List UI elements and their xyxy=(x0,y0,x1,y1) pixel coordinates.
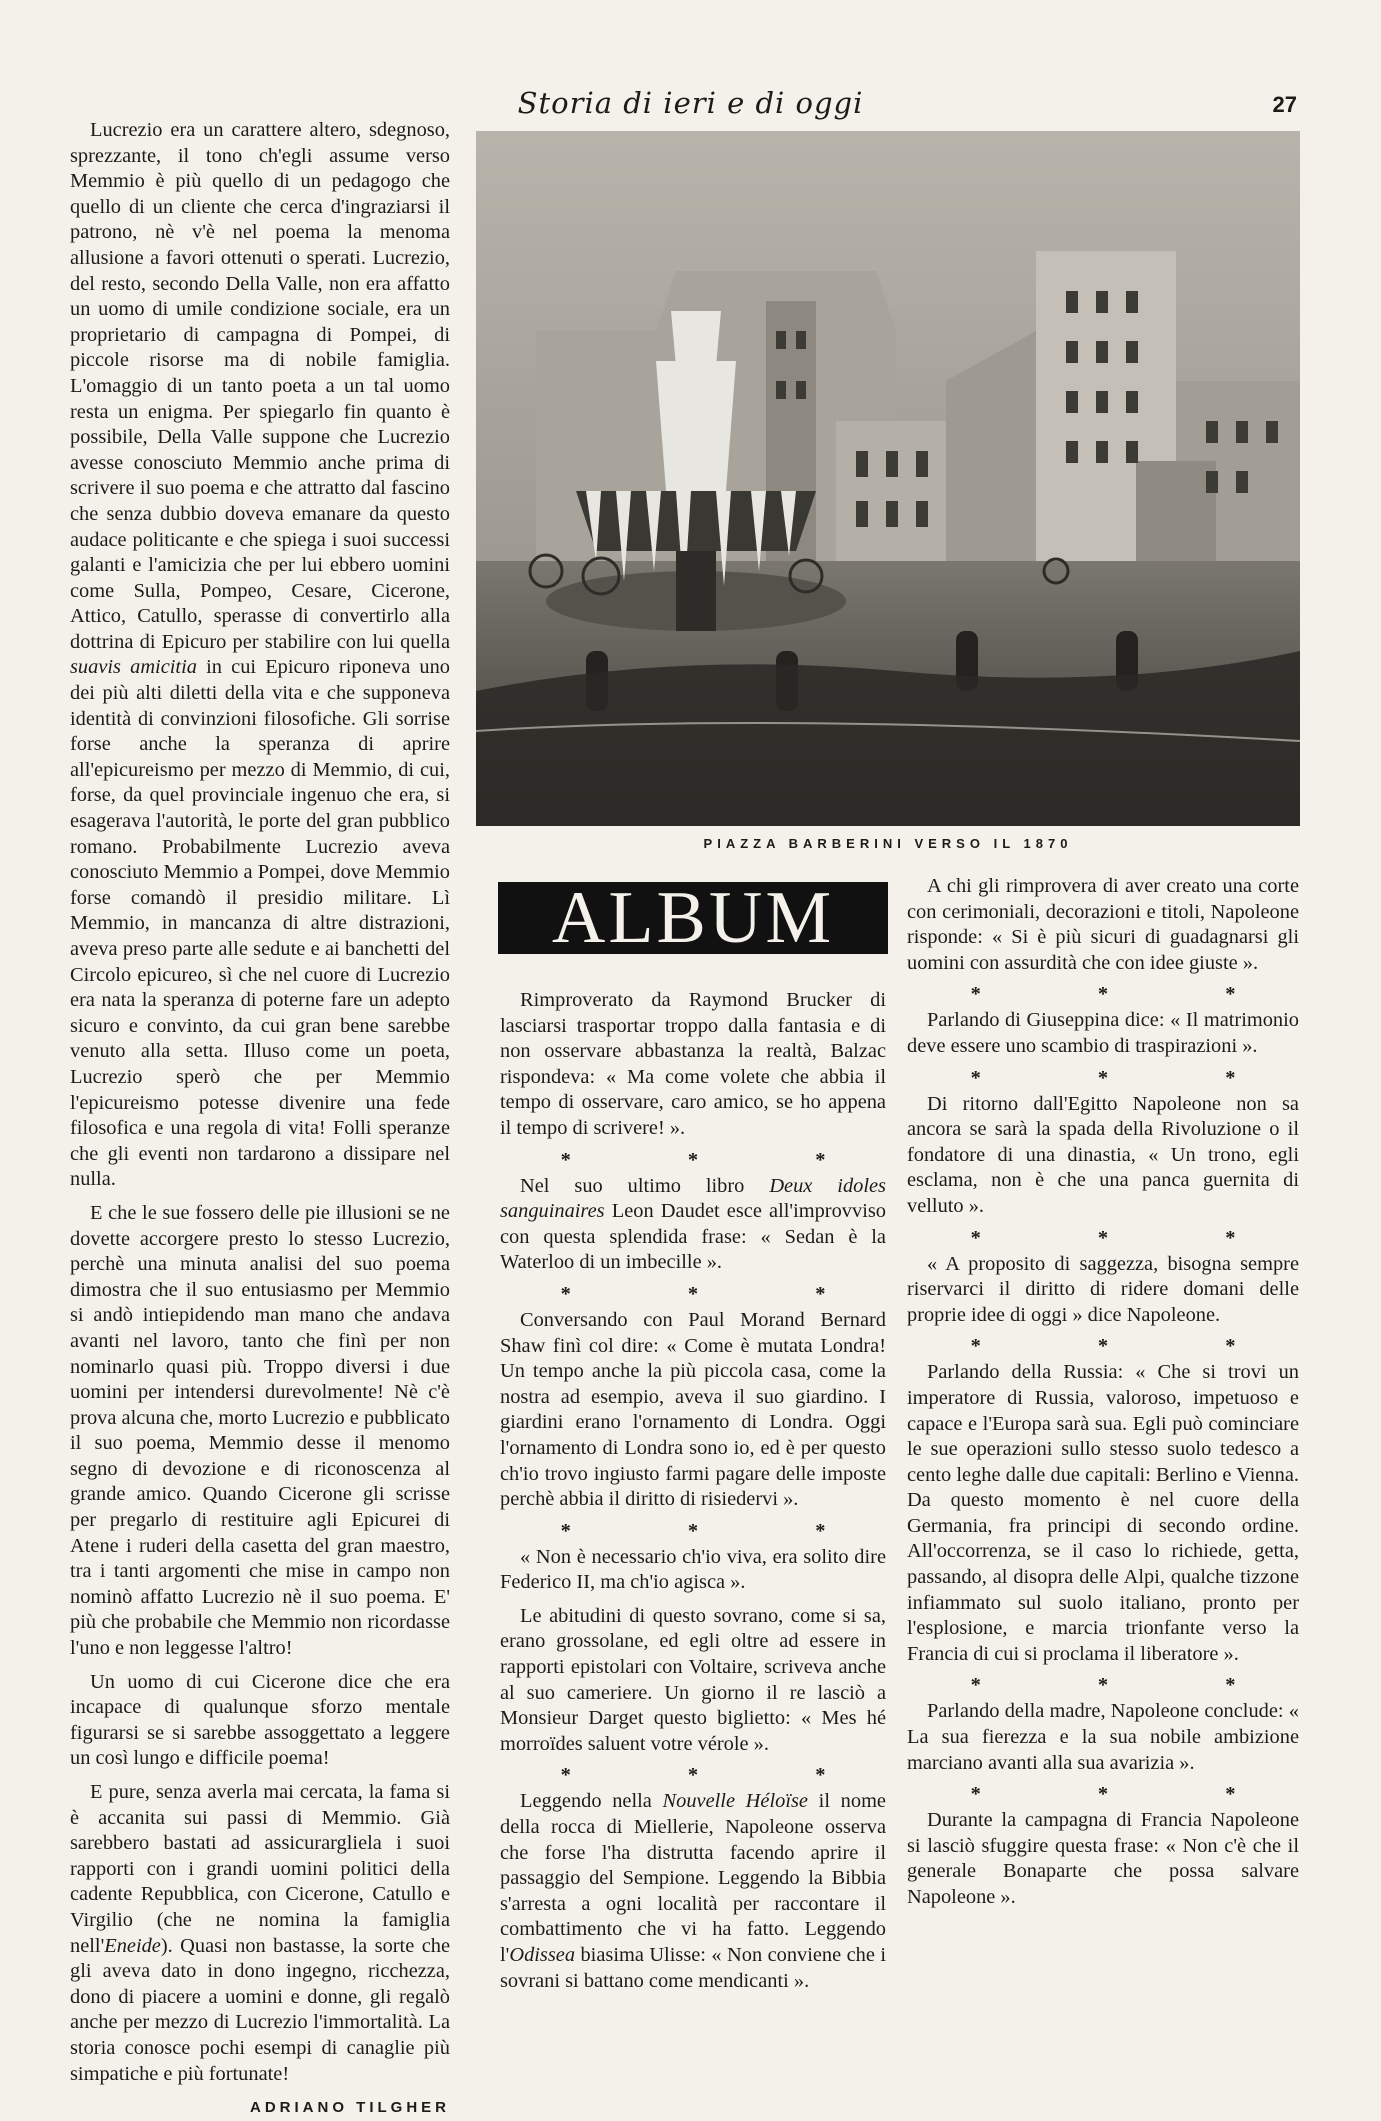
paragraph: E pure, senza averla mai cercata, la fama si è accanita sui passi di Memmio. Già sarebbero bastati ad assicurargliela i suoi rapporti con i grandi uomini politici della cadente Repubblica, con Cicerone, Catullo e Virgilio (che ne nomina la famiglia nell'Eneide). Quasi non bastasse, la sorte che gli aveva dato in dono ingegno, ricchezza, dono di piacere a uomini e donne, gli regalò anche per mezzo di Lucrezio l'immortalità. La storia conosce pochi esempi di canaglie più simpatiche e più fortunate! xyxy=(70,1781,450,2085)
author-signature: ADRIANO TILGHER xyxy=(250,2099,450,2117)
section-separator: * * * xyxy=(970,1066,1292,1089)
section-separator: * * * xyxy=(560,1519,882,1542)
page-header-title: Storia di ieri e di oggi xyxy=(517,86,864,120)
paragraph: Lucrezio era un carattere altero, sdegnoso, sprezzante, il tono ch'egli assume verso Memmio è più quello di un pedagogo che quello di un cliente che cerca d'ingraziarsi il patrono, nè v'è nel poema la menoma allusione a favori ottenuti o sperati. Lucrezio, del resto, secondo Della Valle, non era affatto un uomo di umile condizione sociale, era un proprietario di campagna di Pompei, di piccole risorse ma di nobile famiglia. L'omaggio di un tanto poeta a un tal uomo resta un enigma. Per spiegarlo fin quanto è possibile, Della Valle suppone che Lucrezio avesse conosciuto Memmio anche prima di scrivere il suo poema e che attratto dal fascino che senza dubbio doveva emanare da questo audace politicante e che spiega i suoi successi galanti e l'amicizia che per lui ebbero uomini come Sulla, Pompeo, Cesare, Cicerone, Attico, Catullo, sperasse di convertirlo alla dottrina di Epicuro per stabilire con lui quella suavis amicitia in cui Epicuro riponeva uno dei più alti diletti della vita e che supponeva identità di convinzioni filosofiche. Gli sorrise forse anche la speranza di aprire all'epicureismo per mezzo di Memmio, di cui, forse, da quel provinciale ingenuo che era, si esagerava l'autorità, le porte del gran pubblico romano. Probabilmente Lucrezio aveva conosciuto Memmio a Pompei, dove Memmio forse comandò il presidio militare. Lì Memmio, in mancanza di altre distrazioni, aveva preso parte alle sedute e ai banchetti del Circolo epicureo, sì che nel cuore di Lucrezio era nata la speranza di poterne fare un adepto sicuro e convinto, da cui gran bene sarebbe venuto alla setta. Illuso come un poeta, Lucrezio sperò che per Memmio l'epicureismo potesse divenire una fede filosofica e una regola di vita! Folli speranze che gli eventi non tardarono a dissipare nel nulla. xyxy=(70,119,450,1191)
paragraph: « A proposito di saggezza, bisogna sempre riservarci il diritto di ridere domani delle proprie idee di oggi » dice Napoleone. xyxy=(907,1252,1299,1326)
paragraph: A chi gli rimprovera di aver creato una corte con cerimoniali, decorazioni e titoli, Napoleone risponde: « Si è più sicuri di guadagnarsi gli uomini con assurdità che con idee giuste ». xyxy=(907,875,1299,974)
article-left-column xyxy=(70,118,450,2121)
section-separator: * * * xyxy=(560,1764,882,1787)
paragraph: « Non è necessario ch'io viva, era solito dire Federico II, ma ch'io agisca ». xyxy=(500,1545,886,1594)
photo-illustration xyxy=(476,131,1300,826)
section-separator: * * * xyxy=(970,1674,1292,1697)
section-separator: * * * xyxy=(970,1783,1292,1806)
album-section-title: ALBUM xyxy=(498,882,888,954)
section-separator: * * * xyxy=(560,1148,882,1171)
album-right-column xyxy=(907,874,1299,1919)
section-separator: * * * xyxy=(970,1226,1292,1249)
paragraph: Durante la campagna di Francia Napoleone si lasciò sfuggire questa frase: « Non c'è che il generale Bonaparte che possa salvare Napoleone ». xyxy=(907,1809,1299,1908)
section-separator: * * * xyxy=(970,983,1292,1006)
paragraph: Rimproverato da Raymond Brucker di lasciarsi trasportar troppo dalla fantasia e di non osservare abbastanza la realtà, Balzac rispondeva: « Ma come volete che abbia il tempo di osservare, caro amico, se ho appena il tempo di scrivere! ». xyxy=(500,989,886,1139)
paragraph: Un uomo di cui Cicerone dice che era incapace di qualunque sforzo mentale figurarsi se si sarebbe assoggettato a leggere un così lungo e difficile poema! xyxy=(70,1670,450,1770)
paragraph: Parlando della madre, Napoleone conclude: « La sua fierezza e la sua nobile ambizione marciano avanti alla sua avarizia ». xyxy=(907,1700,1299,1774)
paragraph: Conversando con Paul Morand Bernard Shaw finì col dire: « Come è mutata Londra! Un tempo anche la più piccola casa, come la nostra ad esempio, aveva il suo giardino. I giardini erano l'ornamento di Londra. Oggi l'ornamento di Londra sono io, ed è per questo ch'io trovo ingiusto farmi pagare delle imposte perchè abbia il diritto di risiedervi ». xyxy=(500,1308,886,1511)
paragraph: Parlando della Russia: « Che si trovi un imperatore di Russia, valoroso, impetuoso e capace e l'Europa sarà sua. Egli può cominciare le sue operazioni sullo stesso suolo tedesco a cento leghe dalle due capitali: Berlino e Vienna. Da questo momento è nel cuore della Germania, fra principi di secondo ordine. All'occorrenza, se il caso lo richiede, getta, passando, al disopra delle Alpi, qualche tizzone infiammato sul suolo italiano, pronto per l'esplosione, e marcia trionfante verso la Francia di cui si proclama il liberatore ». xyxy=(907,1361,1299,1665)
paragraph: E che le sue fossero delle pie illusioni se ne dovette accorgere presto lo stesso Lucrezio, perchè una minuta analisi del suo poema dimostra che il suo entusiasmo per Memmio si andò intiepidendo man mano che andava avanti nel lavoro, tanto che finì per non nominarlo quasi più. Troppo diversi i due uomini per intendersi durevolmente! Nè c'è prova alcuna che, morto Lucrezio e pubblicato il suo poema, Memmio desse il menomo segno di devozione e di riconoscenza al grande amico. Quando Cicerone gli scrisse per pregarlo di restituire agli Epicurei di Atene i ruderi della casetta del gran maestro, tra i tanti argomenti che mise in campo non nominò affatto Lucrezio nè il suo poema. E' più che probabile che Memmio non ricordasse l'uno e non leggesse l'altro! xyxy=(70,1201,450,1660)
section-separator: * * * xyxy=(560,1282,882,1305)
paragraph: Le abitudini di questo sovrano, come si sa, erano grossolane, ed egli oltre ad essere in rapporti epistolari con Voltaire, scriveva anche al suo cameriere. Un giorno il re lasciò a Monsieur Darget questo biglietto: « Mes hé morroïdes saluent votre vérole ». xyxy=(500,1604,886,1755)
paragraph: Nel suo ultimo libro Deux idoles sanguinaires Leon Daudet esce all'improvviso con questa splendida frase: « Sedan è la Waterloo di un imbecille ». xyxy=(500,1174,886,1274)
paragraph: Di ritorno dall'Egitto Napoleone non sa ancora se sarà la spada della Rivoluzione o il fondatore di una dinastia, « Un trono, egli esclama, non è che una panca guernita di velluto ». xyxy=(907,1092,1299,1217)
paragraph: Parlando di Giuseppina dice: « Il matrimonio deve essere uno scambio di traspirazioni ». xyxy=(907,1009,1299,1057)
photo-caption: PIAZZA BARBERINI VERSO IL 1870 xyxy=(703,836,1073,851)
album-middle-column xyxy=(500,988,886,2002)
page-number: 27 xyxy=(1272,92,1297,117)
paragraph: Leggendo nella Nouvelle Héloïse il nome della rocca di Miellerie, Napoleone osserva che forse l'ha distrutta facendo aprire il passaggio del Sempione. Leggendo la Bibbia s'arresta a ogni località per raccontare il combattimento che vi ha fatto. Leggendo l'Odissea biasima Ulisse: « Non conviene che i sovrani si battano come mendicanti ». xyxy=(500,1790,886,1992)
section-separator: * * * xyxy=(970,1335,1292,1358)
historic-photo-piazza-barberini xyxy=(476,131,1300,826)
